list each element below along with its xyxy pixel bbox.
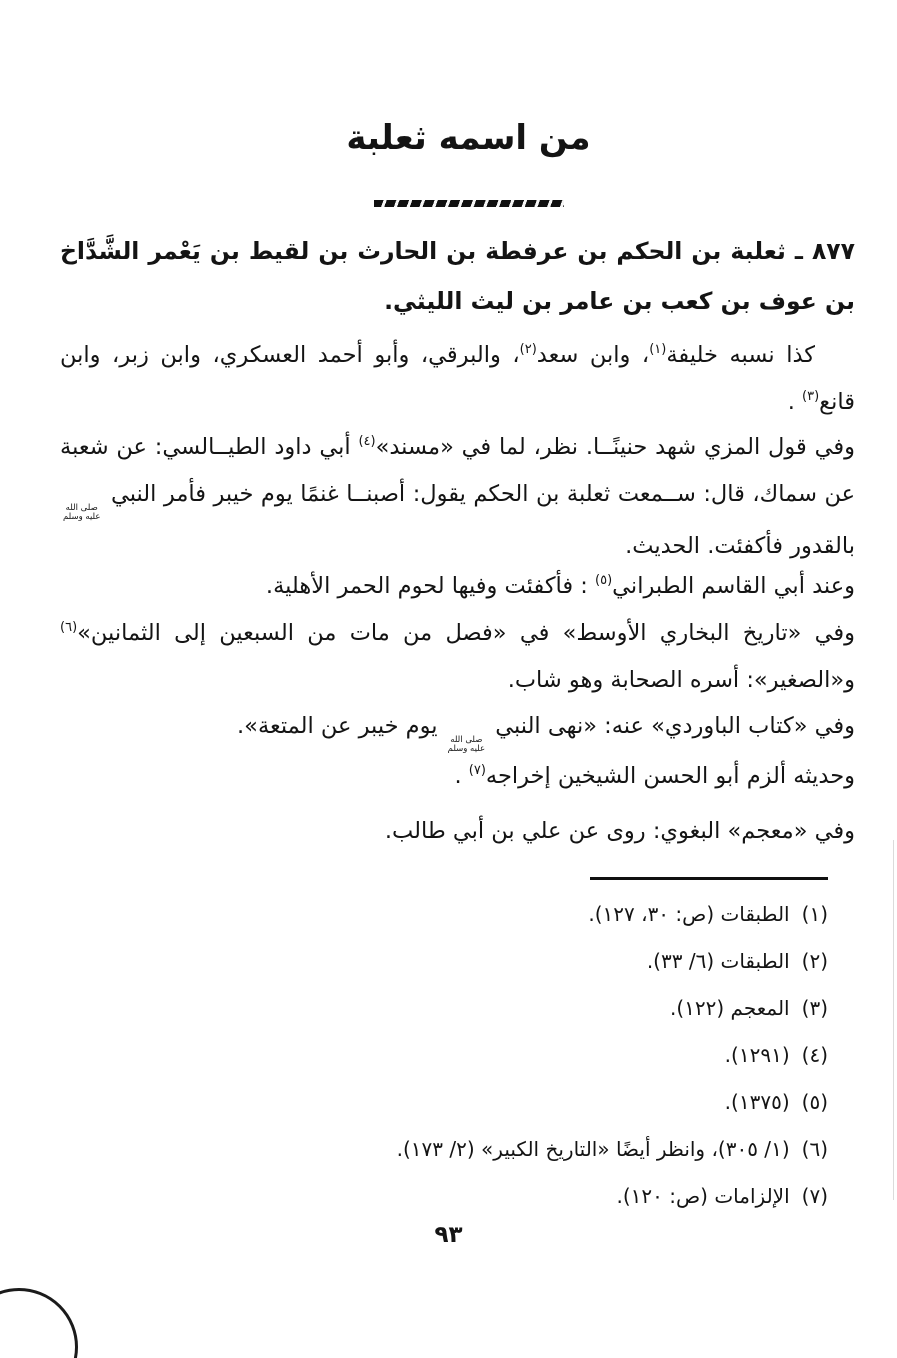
- honorific-saw-icon: صلى الله عليه وسلم: [63, 503, 101, 523]
- footnote-marker: (٤): [801, 1043, 828, 1067]
- footnote: [60, 938, 828, 985]
- scan-corner-artifact: [0, 1288, 78, 1358]
- footnote-ref: (١): [649, 342, 667, 357]
- footnote: [60, 985, 828, 1032]
- footnote-marker: (٣): [801, 996, 828, 1020]
- title-divider: [374, 200, 564, 207]
- footnote-marker: (٦): [801, 1137, 828, 1161]
- paragraph-bawardi-book: وفي «كتاب الباوردي» عنه: «نهى النبي صلى الله عليه وسلم يوم خيبر عن المتعة».: [237, 713, 855, 755]
- footnote-ref: (٢): [519, 342, 537, 357]
- footnote-text: (١٢٩١).: [724, 1043, 790, 1067]
- paragraph-tabarani-version: وعند أبي القاسم الطبراني$^{(٥)}$ : فأكفئت وفيها لحوم الحمر الأهلية.: [265, 573, 855, 599]
- footnote: [60, 1079, 828, 1126]
- footnote: [60, 1126, 828, 1173]
- footnote-text: الإلزامات (ص: ١٢٠).: [616, 1184, 790, 1208]
- footnote-ref: (٤): [358, 434, 376, 449]
- footnote-ref: (٥): [595, 573, 613, 588]
- footnote-ref: (٧): [468, 763, 486, 778]
- footnotes-list: [60, 891, 828, 1220]
- footnote: [60, 891, 828, 938]
- footnote-text: الطبقات (٦/ ٣٣).: [646, 949, 790, 973]
- footnote-marker: (١): [801, 902, 828, 926]
- footnote-text: الطبقات (ص: ٣٠، ١٢٧).: [588, 902, 790, 926]
- paragraph-lineage-sources: كذا نسبه خليفة$^{(١)}$، وابن سعد$^{(٢)}$، والبرقي، وأبو أحمد العسكري، وابن زبر، وابن قانع$^{(٣)}$ .: [60, 342, 855, 415]
- footnote: [60, 1032, 828, 1079]
- paragraph-mizzi-opinion: وفي قول المزي شهد حنينًــا. نظر، لما في «مسند»$^{(٤)}$ أبي داود الطيــالسي: عن شعبة عن سماك، قال: ســمعت ثعلبة بن الحكم يقول: أصبنــا غنمًا يوم خيبر فأمر النبي صلى الله عليه وسلم بالقدور فأكفئت. الحديث.: [60, 434, 855, 559]
- scan-edge-shadow: [893, 840, 894, 1200]
- footnote-text: (١٣٧٥).: [724, 1090, 790, 1114]
- paragraph-baghawi-mujam: وفي «معجم» البغوي: روى عن علي بن أبي طالب.: [384, 818, 855, 844]
- footnote-text: (١/ ٣٠٥)، وانظر أيضًا «التاريخ الكبير» (٢/ ١٧٣).: [396, 1137, 790, 1161]
- paragraph-hadith-ilzam: وحديثه ألزم أبو الحسن الشيخين إخراجه$^{(٧)}$ .: [454, 763, 855, 789]
- footnote-marker: (٢): [801, 949, 828, 973]
- entry-heading: ٨٧٧ ـ ثعلبة بن الحكم بن عرفطة بن الحارث بن لقيط بن يَعْمر الشَّدَّاخ بن عوف بن كعب بن عامر بن ليث الليثي.: [60, 237, 855, 315]
- page-number: ٩٣: [434, 1222, 463, 1248]
- footnote: [60, 1173, 828, 1220]
- footnote-separator: [590, 877, 828, 880]
- footnote-ref: (٦): [60, 620, 78, 635]
- honorific-saw-icon: صلى الله عليه وسلم: [447, 735, 486, 755]
- footnote-marker: (٥): [801, 1090, 828, 1114]
- footnote-marker: (٧): [801, 1184, 828, 1208]
- footnote-ref: (٣): [802, 389, 820, 404]
- paragraph-bukhari-tarikh: وفي «تاريخ البخاري الأوسط» في «فصل من مات من السبعين إلى الثمانين»$^{(٦)}$ و«الصغير»: أسره الصحابة وهو شاب.: [60, 620, 855, 693]
- footnote-text: المعجم (١٢٢).: [669, 996, 790, 1020]
- section-title: من اسمه ثعلبة: [346, 118, 591, 158]
